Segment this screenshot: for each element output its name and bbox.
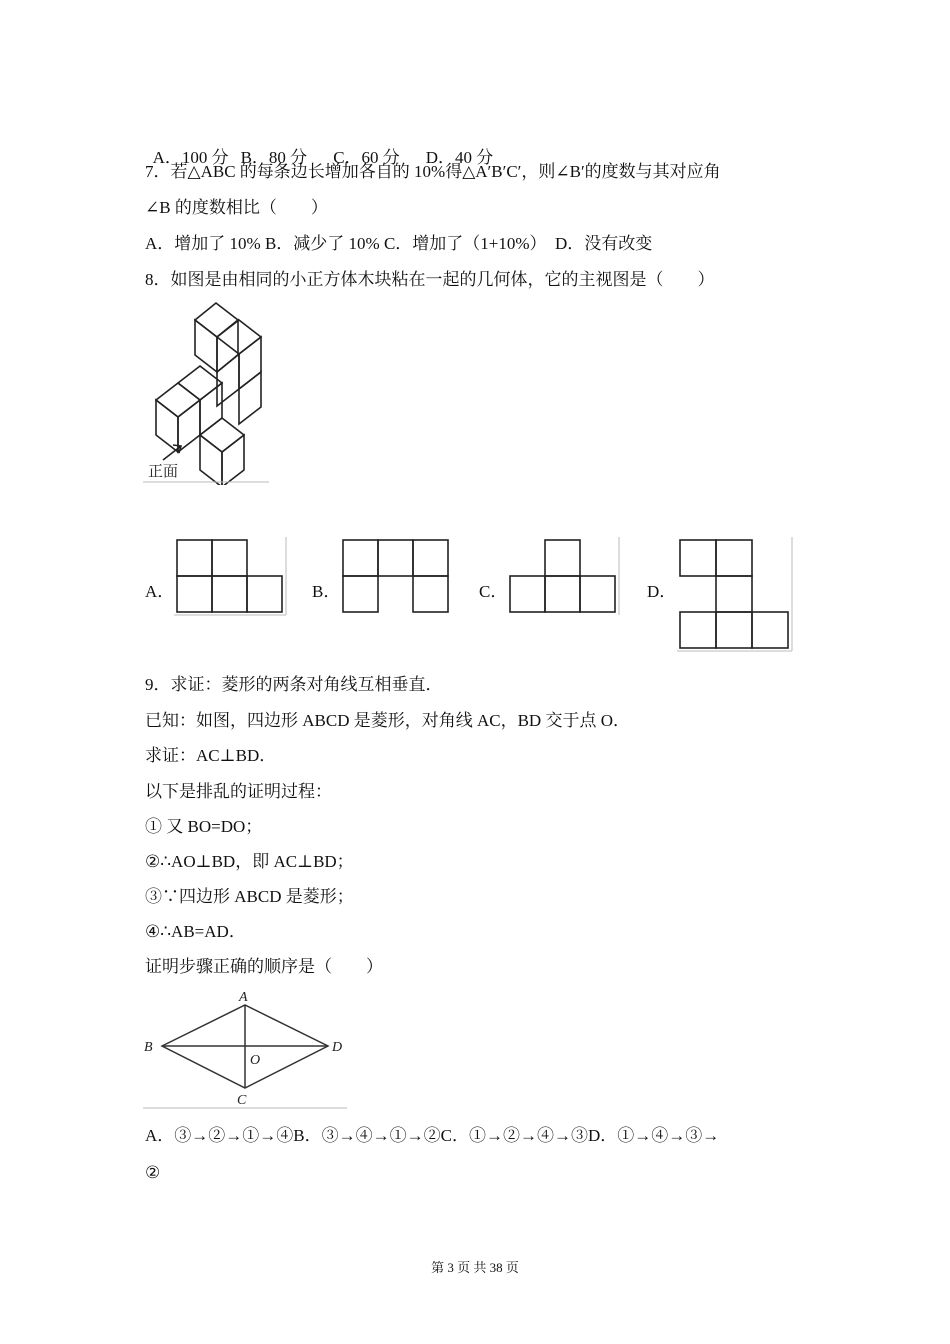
q9-step-3: ③∵四边形 ABCD 是菱形；	[145, 887, 354, 906]
vertex-c-label: C	[237, 1093, 247, 1108]
q9-options-line2: ②	[145, 1163, 161, 1182]
vertex-d-label: D	[332, 1040, 343, 1055]
q6-option-a: A．100 分	[152, 148, 229, 167]
vertex-b-label: B	[144, 1040, 153, 1055]
q7-stem-line2: ∠B 的度数相比（ ）	[145, 198, 328, 217]
rhombus-figure	[140, 985, 350, 1110]
q8-option-c-figure	[507, 537, 622, 617]
center-o-label: O	[250, 1053, 261, 1068]
q9-given: 已知：如图，四边形 ABCD 是菱形，对角线 AC，BD 交于点 O．	[145, 711, 630, 730]
q9-options-line1: A．③→②→①→④B．③→④→①→②C．①→②→④→③D．①→④→③→	[145, 1126, 720, 1145]
q9-step-4: ④∴AB=AD．	[145, 922, 246, 941]
q8-option-d-label: D．	[647, 582, 677, 601]
q6-option-b: B．80 分	[240, 148, 308, 167]
q9-step-1: ① 又 BO=DO；	[145, 817, 263, 836]
q9-intro: 以下是排乱的证明过程：	[145, 782, 332, 801]
page-footer: 第 3 页 共 38 页	[431, 1260, 519, 1275]
q8-option-b-label: B．	[312, 582, 341, 601]
q9-prove: 求证：AC⊥BD．	[145, 746, 277, 765]
q9-step-2: ②∴AO⊥BD，即 AC⊥BD；	[145, 852, 354, 871]
q6-option-d: D．40 分	[425, 148, 494, 167]
q9-question: 证明步骤正确的顺序是（ ）	[145, 957, 383, 976]
q6-option-c: C．60 分	[333, 148, 400, 167]
q8-cube-figure	[143, 300, 271, 485]
q8-option-a-figure	[174, 537, 289, 617]
q8-option-d-figure	[677, 537, 795, 653]
q8-option-a-label: A．	[145, 582, 175, 601]
q7-options: A．增加了 10% B．减少了 10% C．增加了（1+10%） D．没有改变	[145, 234, 653, 253]
q8-option-b-figure	[340, 537, 455, 617]
vertex-a-label: A	[239, 990, 248, 1005]
q8-option-c-label: C．	[479, 582, 508, 601]
q9-stem: 9．求证：菱形的两条对角线互相垂直．	[145, 675, 443, 694]
q8-stem: 8．如图是由相同的小正方体木块粘在一起的几何体，它的主视图是（ ）	[145, 270, 715, 289]
front-label: 正面	[148, 464, 179, 480]
q7-stem-line1: 7．若△ABC 的每条边长增加各自的 10%得△A′B′C′，则∠B′的度数与其对应角	[145, 162, 721, 181]
